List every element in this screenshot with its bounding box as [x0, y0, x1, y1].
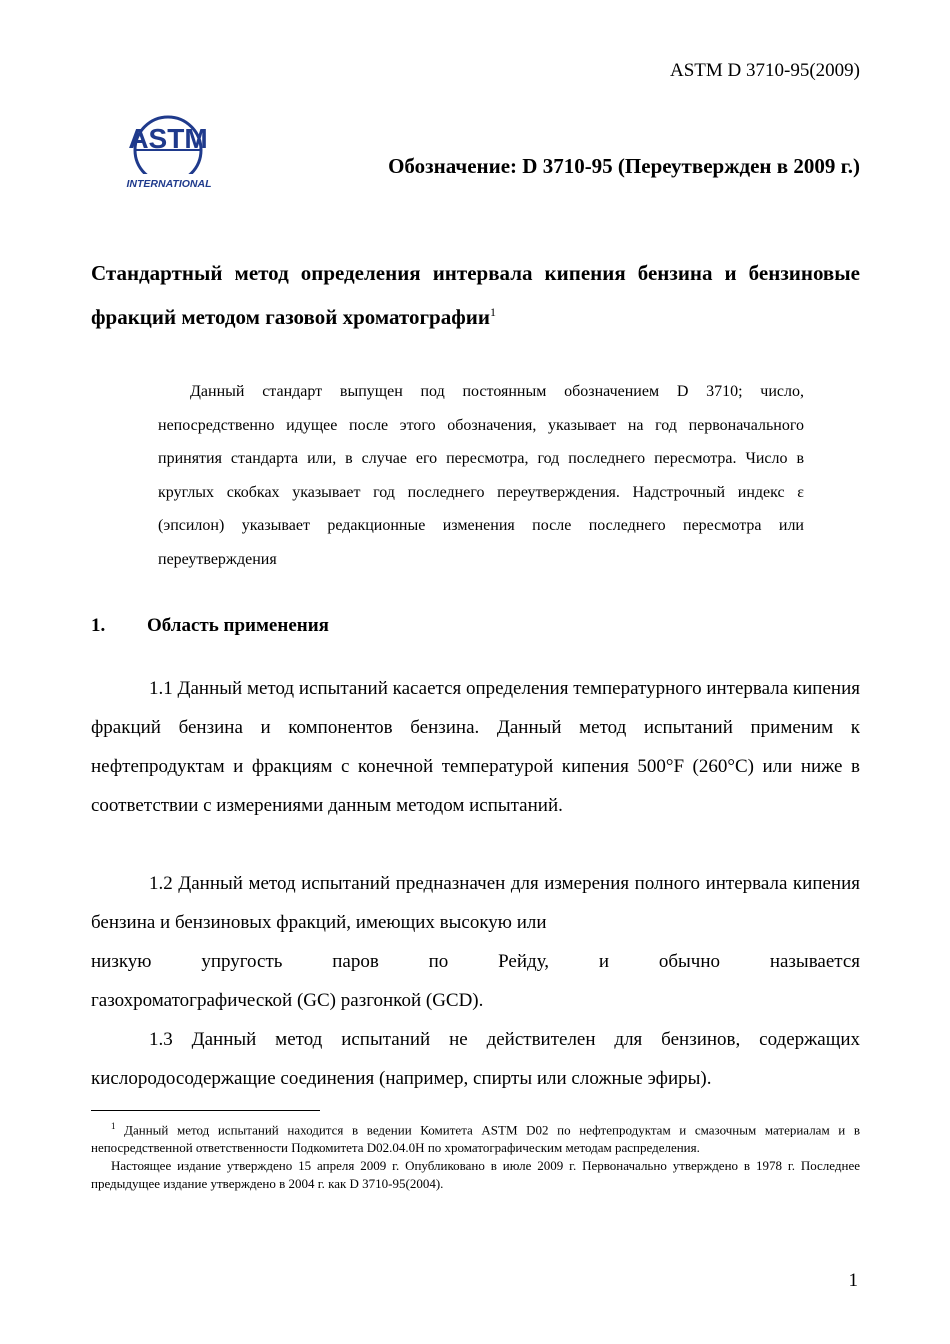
section-number: 1. — [91, 615, 106, 636]
footnote-1 — [91, 1117, 860, 1157]
paragraph-1-2 — [91, 864, 860, 1020]
footnote-divider — [91, 1110, 320, 1111]
footnote-2: Настоящее издание утверждено 15 апреля 2009 г. Опубликовано в июле 2009 г. Первоначально утверждено в 1978 г. Последнее предыдущее издание утверждено в 2004 г. как D 3710-95(2004). — [91, 1158, 860, 1192]
logo-text-bottom: INTERNATIONAL — [126, 178, 212, 190]
document-title — [91, 251, 860, 339]
footnote-1-text: Данный метод испытаний находится в ведении Комитета ASTM D02 по нефтепродуктам и смазочным материалам и в непосредственной ответственности Подкомитета D02.04.0H по хроматографическим методам распределения. — [91, 1122, 861, 1156]
paragraph-1-2-end: газохроматографической (GC) разгонкой (GCD). — [91, 990, 484, 1011]
paragraph-1-3: 1.3 Данный метод испытаний не действителен для бензинов, содержащих кислородосодержащие соединения (например, спирты или сложные эфиры). — [91, 1029, 860, 1089]
section-heading — [91, 615, 329, 637]
title-text: Стандартный метод определения интервала кипения бензина и бензиновые фракций методом газовой хроматографии — [91, 261, 860, 329]
footnote-marker: 1 — [111, 1121, 116, 1131]
logo-text-top: ASTM — [128, 123, 208, 154]
astm-logo — [118, 112, 220, 204]
paragraph-1-2-line: низкую упругость паров по Рейду, и обычно называется — [91, 951, 860, 972]
section-title: Область применения — [147, 615, 329, 636]
document-code: ASTM D 3710-95(2009) — [670, 60, 860, 81]
page-number: 1 — [848, 1270, 858, 1291]
abstract: Данный стандарт выпущен под постоянным обозначением D 3710; число, непосредственно идущее после этого обозначения, указывает на год первоначального принятия стандарта или, в случае его пересмотра, год последнего пересмотра. Число в круглых скобках указывает год последнего переутверждения. Надстрочный индекс ε (эпсилон) указывает редакционные изменения после последнего пересмотра или переутверждения — [158, 383, 804, 568]
title-footnote-ref[interactable]: 1 — [489, 305, 496, 319]
designation: Обозначение: D 3710-95 (Переутвержден в 2009 г.) — [388, 154, 860, 178]
paragraph-1-1: 1.1 Данный метод испытаний касается определения температурного интервала кипения фракций бензина и компонентов бензина. Данный метод испытаний применим к нефтепродуктам и фракциям с конечной температурой кипения 500°F (260°C) или ниже в соответствии с измерениями данным методом испытаний. — [91, 678, 860, 816]
footnotes — [91, 1117, 860, 1193]
paragraph-1-2-text: 1.2 Данный метод испытаний предназначен для измерения полного интервала кипения бензина и бензиновых фракций, имеющих высокую или — [91, 873, 860, 933]
